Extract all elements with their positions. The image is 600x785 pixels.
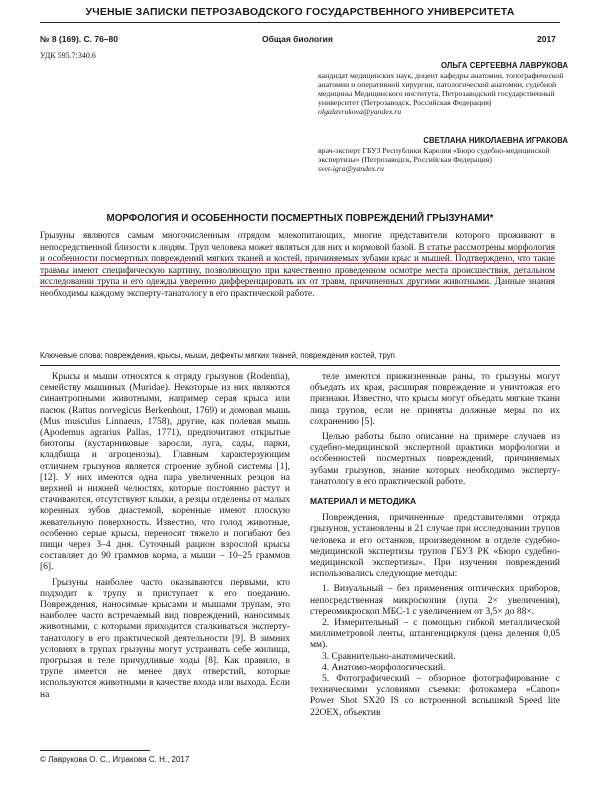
- method-item: 5. Фотографический – обзорное фотографирование с техническими условиями съемки: фотокамера «Canon» Power Shot SX20 IS со встроенной вспышкой Speed lite 22ОЕХ, объектив: [310, 674, 560, 718]
- author-2: [318, 137, 568, 146]
- udk-code: УДК 595.7:340.6: [40, 51, 96, 60]
- method-item: 4. Анатомо-морфологический.: [322, 662, 446, 673]
- method-item: 1. Визуальный – без применения оптических приборов, непосредственная микроскопия (лупа 2× увеличения), стереомикроскоп МБС-1 с увеличением от 3,5× до 88×.: [310, 584, 560, 617]
- abstract: [40, 230, 555, 300]
- keywords: Ключевые слова: повреждения, крысы, мыши, дефекты мягких тканей, повреждения костей, труп: [40, 351, 395, 360]
- author-2-email: svet-igra@yandex.ru: [318, 163, 384, 173]
- paragraph: Повреждения, причиненные представителями отряда грызунов, установлены в 21 случае при исследовании трупов человека и его останков, произведенном в отделе судебно-медицинской экспертизы трупов ГБУЗ РК «Бюро судебно-медицинской экспертизы». При изучении повреждений использовались следующие методы:: [310, 513, 560, 580]
- author-1-name: ОЛЬГА СЕРГЕЕВНА ЛАВРУКОВА: [441, 61, 568, 70]
- abstract-highlight: В статье рассмотрены морфология и особенности посмертных повреждений мягких тканей и костей, причиняемых зубами крыс и мышей. Подтверждено, что такие травмы имеют специфическую картину, позволяющую при качественно проведенном осмотре места происшествия, детальном исследовании трупа и его одежды уверенно дифференцировать их от травм, причиненных другими животными: [40, 241, 555, 287]
- author-1-email: olgalavrukova@yandex.ru: [318, 106, 402, 116]
- paragraph: Грызуны наиболее часто оказываются первыми, кто подходит к трупу и приступает к его поеданию. Повреждения, наносимые крысами и мышами трупам, это наиболее часто встречаемый вид повреждений, наносимых животными, с которыми приходится сталкиваться эксперту-танатологу в его практической деятельности [9]. В зимних условиях в трупах грызуны могут устраивать себе жилища, прогрызая в теле причудливые ходы [8]. Как правило, в трупе имеется не менее двух отверстий, которые используются животными в качестве входа или выхода. Если на: [40, 577, 290, 700]
- issue-info: № 8 (169). С. 76–80: [40, 34, 118, 44]
- copyright: © Лаврукова О. С., Игракова С. Н., 2017: [40, 755, 190, 764]
- left-column: [40, 372, 290, 705]
- year: 2017: [537, 34, 556, 44]
- author-1-affiliation: кандидат медицинских наук, доцент кафедры анатомии, топографической анатомии и оперативной хирургии, патологической анатомии, судебной медицины Медицинского института, Петрозаводский государственный университет (Петрозаводск, Российская Федерация): [318, 71, 564, 107]
- paragraph: Крысы и мыши относятся к отряду грызунов (Rodentia), семейству мышиных (Muridae). Некоторые из них являются синантропными животными, например серая крыса или пасюк (Rattus norvegicus Berkenhout, 1769) и домовая мышь (Mus musculus Linnaeus, 1758), другие, как полевая мышь (Apodemus agrarius Pallas, 1771), предпочитают открытые биотопы (кустарниковые заросли, луга, сады, парки, кладбища и агроценозы). Главным характерзующим отличием грызунов является строение зубной системы [1], [12]. У них имеются одна пара увеличенных резцов на верхней и нижней челюстях, которые постоянно растут и стачиваются, отсутствуют клыки, а резцы отделены от малых коренных зубов диастемой, коренные имеют плоскую жевательную поверхность. Известно, что голод животные, особенно серые крысы, переносят тяжело и погибают без пищи через 3–4 дня. Суточный рацион взрослой крысы составляет до 90 граммов корма, а мыши – 10–25 граммов [6].: [40, 372, 290, 573]
- author-1: [318, 62, 568, 71]
- footnote-rule: [40, 750, 150, 751]
- author-1-details: [318, 72, 568, 117]
- section-name: Общая биология: [262, 34, 333, 44]
- author-2-details: [318, 147, 568, 174]
- article-title: МОРФОЛОГИЯ И ОСОБЕННОСТИ ПОСМЕРТНЫХ ПОВРЕЖДЕНИЙ ГРЫЗУНАМИ*: [106, 213, 494, 224]
- journal-header: УЧЕНЫЕ ЗАПИСКИ ПЕТРОЗАВОДСКОГО ГОСУДАРСТВЕННОГО УНИВЕРСИТЕТА: [85, 6, 515, 18]
- paragraph: Целью работы было описание на примере случаев из судебно-медицинской экспертной практики морфологии и особенностей посмертных повреждений, причиняемых зубами грызунов, знание которых необходимо эксперту-танатологу в его практической работе.: [310, 432, 560, 487]
- section-heading: МАТЕРИАЛ И МЕТОДИКА: [310, 496, 417, 507]
- keywords-rule: [40, 365, 560, 366]
- author-2-name: СВЕТЛАНА НИКОЛАЕВНА ИГРАКОВА: [423, 136, 568, 145]
- right-column: [310, 372, 560, 719]
- header-rule: [40, 22, 560, 23]
- paragraph: теле имеются прижизненные раны, то грызуны могут объедать их края, расширяя повреждение и уничтожая его признаки. Известно, что крысы могут объедать мягкие ткани лица трупов, если не приняты должные меры по их сохранению [5].: [310, 372, 560, 427]
- method-item: 3. Сравнительно-анатомический.: [322, 651, 456, 662]
- abstract-outro: . Данные знания необходимы каждому эксперту-танатологу в его практической работе.: [40, 276, 555, 298]
- abstract-intro: Грызуны являются самым многочисленным отрядом млекопитающих, многие представители которого проживают в непосредственной близости к людям. Труп человека может являться для них и кормовой базой.: [40, 230, 555, 252]
- method-item: 2. Измерительный – с помощью гибкой металлической миллиметровой ленты, штангенциркуля (цена деления 0,05 мм).: [310, 618, 560, 651]
- author-2-affiliation: врач-эксперт ГБУЗ Республики Карелия «Бюро судебно-медицинской экспертизы» (Петрозаводск, Российская Федерация): [318, 146, 550, 164]
